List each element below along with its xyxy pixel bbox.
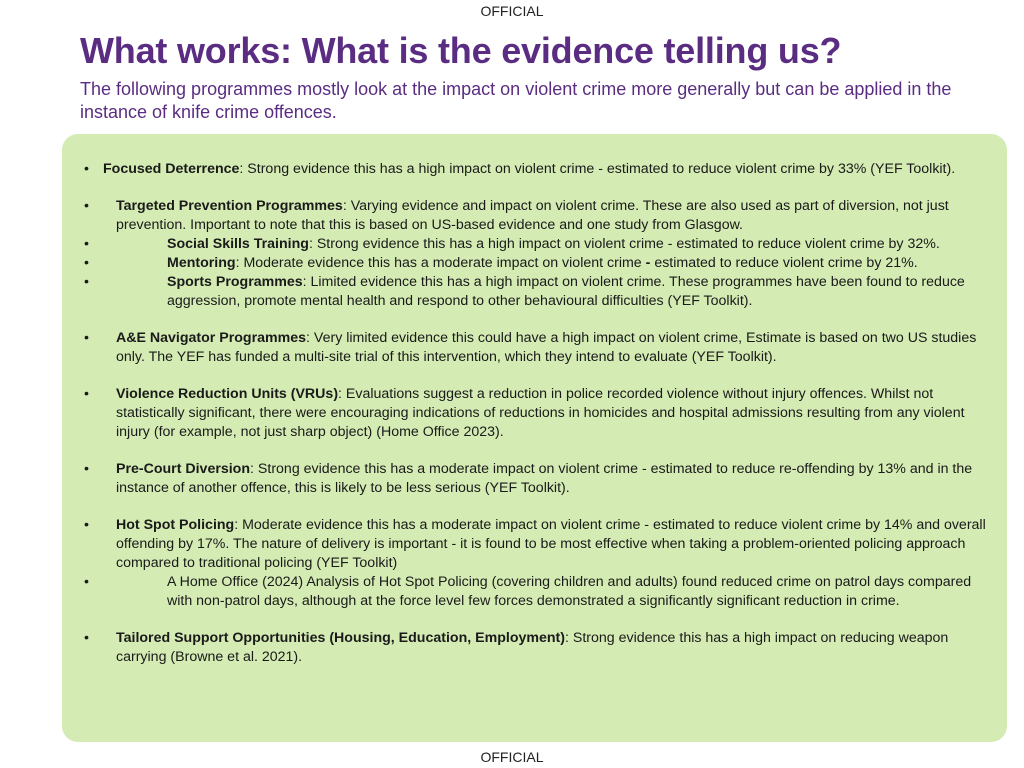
item-text: : Evaluations suggest a reduction in police recorded violence without injury offences. Whilst not statistically significant, there were encouraging indications of reductions in homicides and hospital admissions resulting from any violent injury (for example, not just sharp object) (Home Office 2023).: [116, 386, 965, 440]
list-item-focused-deterrence: [84, 160, 993, 179]
evidence-panel: [62, 134, 1007, 742]
item-text: : Strong evidence this has a high impact on reducing weapon carrying (Browne et al. 2021).: [116, 630, 949, 665]
sub-item-mentoring: [84, 254, 993, 273]
bullet-icon: •: [84, 330, 89, 346]
sub-item-dash: -: [645, 255, 651, 271]
sub-item-text: A Home Office (2024) Analysis of Hot Spot Policing (covering children and adults) found reduced crime on patrol days compared with non-patrol days, although at the force level few forces demonstrated a significantly significant reduction in crime.: [167, 574, 972, 609]
list-item-tailored-support: [84, 629, 993, 667]
bullet-icon: •: [84, 630, 89, 646]
classification-top: OFFICIAL: [480, 3, 544, 19]
sub-item-label: Social Skills Training: [167, 236, 309, 252]
sub-item-label: Sports Programmes: [167, 274, 303, 290]
bullet-icon: •: [84, 236, 89, 252]
bullet-icon: •: [84, 386, 89, 402]
sub-item-sports: [84, 273, 993, 311]
bullet-icon: •: [84, 274, 89, 290]
page-subtitle: The following programmes mostly look at the impact on violent crime more generally but can be applied in the instance of knife crime offences.: [80, 79, 952, 122]
item-label: Targeted Prevention Programmes: [116, 198, 343, 214]
bullet-icon: •: [84, 461, 89, 477]
sub-item-text: : Limited evidence this has a high impact on violent crime. These programmes have been found to reduce aggression, promote mental health and respond to other behavioural difficulties (YEF Toolkit).: [167, 274, 965, 309]
bullet-icon: •: [84, 255, 89, 271]
list-item-targeted-prevention: [84, 197, 993, 311]
page-title: What works: What is the evidence telling us?: [80, 30, 842, 71]
bullet-icon: •: [84, 574, 89, 590]
sub-item-text-cont: estimated to reduce violent crime by 21%.: [650, 255, 918, 271]
list-item-hot-spot-policing: [84, 516, 993, 611]
classification-bottom: OFFICIAL: [480, 749, 544, 765]
bullet-icon: •: [84, 517, 89, 533]
item-label: Focused Deterrence: [103, 161, 240, 177]
sub-item-label: Mentoring: [167, 255, 236, 271]
item-label: Tailored Support Opportunities (Housing, Education, Employment): [116, 630, 566, 646]
sub-item-text: : Moderate evidence this has a moderate impact on violent crime: [235, 255, 646, 271]
list-item-pre-court-diversion: [84, 460, 993, 498]
list-item-ae-navigator: [84, 329, 993, 367]
item-text: : Very limited evidence this could have a high impact on violent crime, Estimate is based on two US studies only. The YEF has funded a multi-site trial of this intervention, which they intend to evaluate (YEF Toolkit).: [116, 330, 977, 365]
item-label: Hot Spot Policing: [116, 517, 235, 533]
bullet-icon: •: [84, 198, 89, 214]
item-label: Violence Reduction Units (VRUs): [116, 386, 339, 402]
sub-item-home-office-analysis: [84, 573, 993, 611]
bullet-icon: •: [84, 161, 89, 177]
sub-item-text: : Strong evidence this has a high impact on violent crime - estimated to reduce violent crime by 32%.: [308, 236, 940, 252]
item-text: : Moderate evidence this has a moderate impact on violent crime - estimated to reduce violent crime by 14% and overall offending by 17%. The nature of delivery is important - it is found to be most effective when taking a problem-oriented policing approach compared to traditional policing (YEF Toolkit): [116, 517, 986, 571]
item-text: : Varying evidence and impact on violent crime. These are also used as part of diversion, not just prevention. Important to note that this is based on US-based evidence and one study from Glasgow.: [116, 198, 949, 233]
item-label: A&E Navigator Programmes: [116, 330, 307, 346]
list-item-vrus: [84, 385, 993, 442]
item-text: : Strong evidence this has a high impact on violent crime - estimated to reduce violent crime by 33% (YEF Toolkit).: [239, 161, 956, 177]
item-label: Pre-Court Diversion: [116, 461, 251, 477]
sub-item-social-skills: [84, 235, 993, 254]
item-text: : Strong evidence this has a moderate impact on violent crime - estimated to reduce re-offending by 13% and in the instance of another offence, this is likely to be less serious (YEF Toolkit).: [116, 461, 973, 496]
